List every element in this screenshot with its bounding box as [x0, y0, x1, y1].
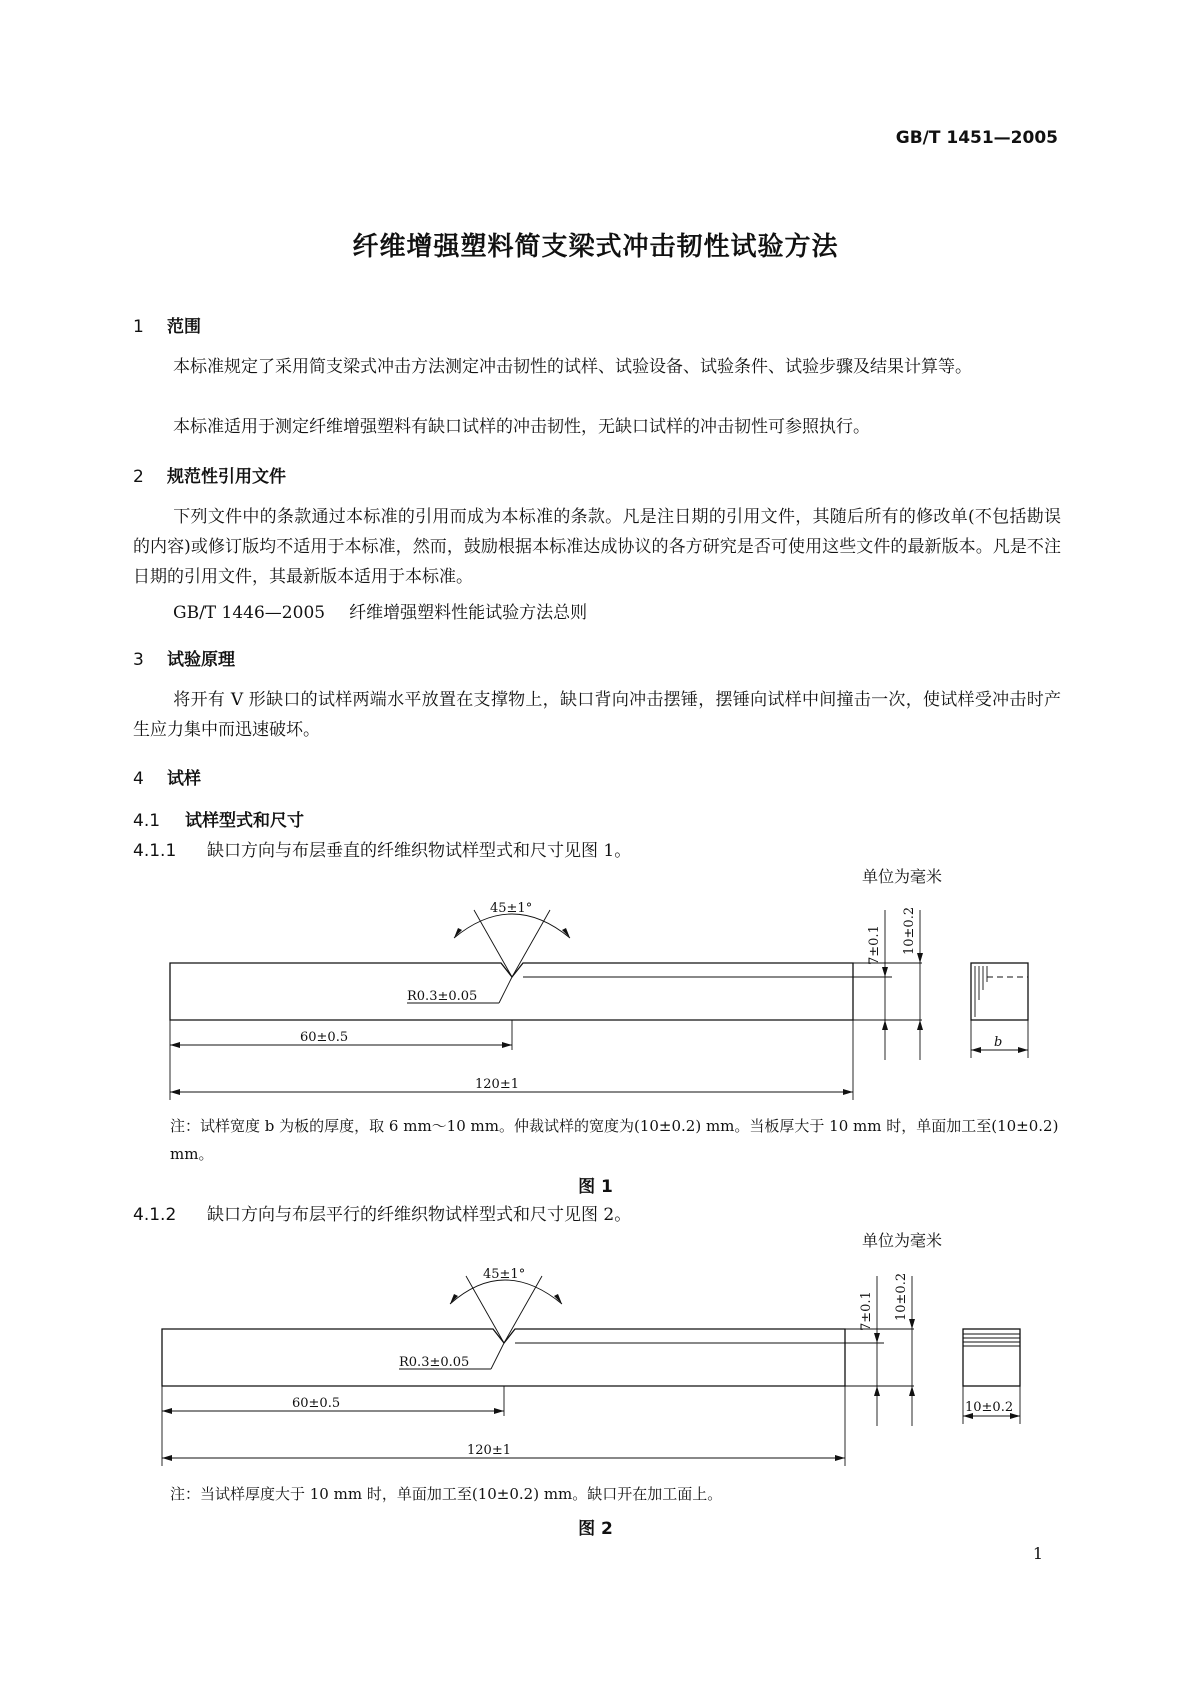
figure-1-drawing: [0, 880, 1191, 1100]
clause-4-1-2: [133, 1200, 1061, 1225]
figure-1-caption: 图 1: [578, 1177, 613, 1197]
width-label: b: [994, 1035, 1003, 1050]
section-4-heading: [133, 764, 201, 789]
page-number: 1: [1032, 1544, 1043, 1563]
figure-1-note: 注：试样宽度 b 为板的厚度，取 6 mm～10 mm。仲裁试样的宽度为(10±0.2) mm。当板厚大于 10 mm 时，单面加工至(10±0.2) mm。: [170, 1117, 1059, 1163]
section-title: 试样: [167, 769, 201, 789]
section-1-heading: [133, 312, 201, 337]
figure-2-caption: 图 2: [578, 1519, 613, 1539]
figure-2-note: 注：当试样厚度大于 10 mm 时，单面加工至(10±0.2) mm。缺口开在加工面上。: [170, 1485, 723, 1503]
standard-number: GB/T 1451—2005: [895, 128, 1058, 148]
section-1-paragraph-2: [133, 412, 1061, 442]
half-length-label: 60±0.5: [292, 1396, 341, 1411]
subsection-title: 试样型式和尺寸: [185, 811, 304, 831]
figure-1-unit: 单位为毫米: [862, 867, 943, 886]
section-2-paragraph-1: [133, 502, 1061, 592]
figure-2-drawing: [0, 1248, 1191, 1468]
section-title: 规范性引用文件: [167, 467, 286, 487]
depth-label: 7±0.1: [867, 925, 882, 965]
section-number: 4: [133, 769, 144, 789]
paragraph-text: 本标准适用于测定纤维增强塑料有缺口试样的冲击韧性，无缺口试样的冲击韧性可参照执行。: [173, 417, 870, 437]
clause-4-1-1: [133, 836, 1061, 861]
figure-2-unit: 单位为毫米: [862, 1231, 943, 1250]
subsection-number: 4.1: [133, 811, 161, 831]
notch-angle-marker: [450, 1276, 562, 1343]
specimen-bar: [170, 963, 922, 1020]
page-title: 纤维增强塑料简支梁式冲击韧性试验方法: [352, 232, 839, 262]
section-number: 1: [133, 317, 144, 337]
dimension-lines: [162, 1276, 915, 1466]
notch-angle-marker: [454, 910, 570, 977]
subsection-4-1-heading: [133, 806, 304, 831]
specimen-bar: [162, 1329, 914, 1386]
dimension-lines: [170, 910, 923, 1100]
width-label: 10±0.2: [965, 1400, 1014, 1415]
section-2-heading: [133, 462, 286, 487]
half-length-label: 60±0.5: [300, 1030, 349, 1045]
paragraph-text: 下列文件中的条款通过本标准的引用而成为本标准的条款。凡是注日期的引用文件，其随后所有的修改单(不包括勘误的内容)或修订版均不适用于本标准，然而，鼓励根据本标准达成协议的各方研究是否可使用这些文件的最新版本。凡是不注日期的引用文件，其最新版本适用于本标准。: [133, 507, 1061, 587]
height-label: 10±0.2: [894, 1272, 909, 1321]
normative-reference: [133, 598, 1061, 623]
section-number: 2: [133, 467, 144, 487]
reference-code: GB/T 1446—2005: [173, 603, 326, 623]
length-label: 120±1: [475, 1077, 519, 1092]
height-label: 10±0.2: [902, 906, 917, 955]
clause-number: 4.1.1: [133, 841, 177, 861]
section-title: 试验原理: [167, 650, 235, 670]
clause-number: 4.1.2: [133, 1205, 177, 1225]
clause-text: 缺口方向与布层平行的纤维织物试样型式和尺寸见图 2。: [207, 1205, 632, 1225]
depth-label: 7±0.1: [859, 1291, 874, 1331]
length-label: 120±1: [467, 1443, 511, 1458]
radius-label: R0.3±0.05: [399, 1355, 470, 1370]
section-1-paragraph-1: [133, 352, 1061, 382]
section-number: 3: [133, 650, 144, 670]
angle-label: 45±1°: [490, 901, 533, 916]
section-title: 范围: [167, 317, 201, 337]
reference-title: 纤维增强塑料性能试验方法总则: [349, 603, 588, 623]
clause-text: 缺口方向与布层垂直的纤维织物试样型式和尺寸见图 1。: [207, 841, 632, 861]
section-3-paragraph-1: [133, 685, 1061, 745]
paragraph-text: 本标准规定了采用简支梁式冲击方法测定冲击韧性的试样、试验设备、试验条件、试验步骤及结果计算等。: [173, 357, 972, 377]
angle-label: 45±1°: [483, 1267, 526, 1282]
radius-label: R0.3±0.05: [407, 989, 478, 1004]
paragraph-text: 将开有 V 形缺口的试样两端水平放置在支撑物上，缺口背向冲击摆锤，摆锤向试样中间撞击一次，使试样受冲击时产生应力集中而迅速破坏。: [133, 690, 1061, 740]
section-3-heading: [133, 645, 235, 670]
